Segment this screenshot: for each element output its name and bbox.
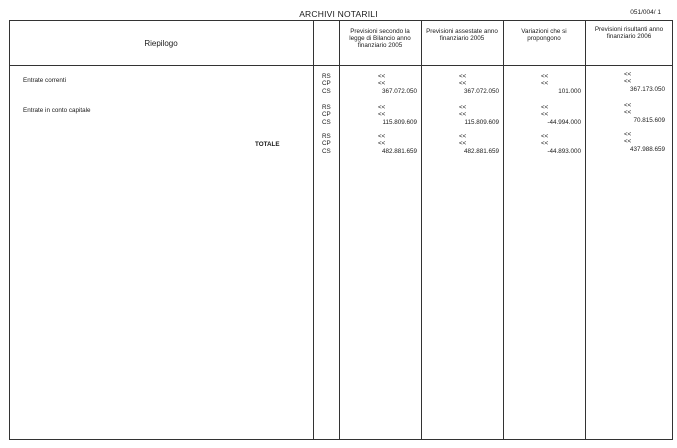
value-cs: 115.809.609 [464,118,499,126]
value-cs: 115.809.609 [382,118,417,126]
value-cp: << [624,78,632,86]
value-cs: -44.893.000 [547,147,581,155]
value-cs: 482.881.659 [381,147,417,155]
value-rs: << [541,73,549,80]
code-rs: RS [322,104,331,111]
code-cs: CS [322,118,331,126]
col-header-assestate: Previsioni assestate anno finanziario 2005 [426,28,498,43]
row-codes [322,73,331,95]
page-reference: 051/004/ 1 [630,9,661,16]
cell-col3 [507,104,581,126]
value-cp: << [378,80,386,88]
row-codes [322,133,331,155]
column-divider [585,20,586,440]
riepilogo-header: Riepilogo [144,39,178,48]
value-cp: << [541,111,549,119]
value-rs: << [378,73,386,80]
cell-col3 [507,73,581,95]
value-cs: 367.072.050 [463,87,499,95]
value-rs: << [459,133,467,140]
value-cp: << [459,80,467,88]
document-title: ARCHIVI NOTARILI [299,9,378,19]
code-rs: RS [322,133,331,140]
value-cp: << [378,140,386,148]
cell-col2 [425,104,499,126]
col-header-legge-bilancio: Previsioni secondo la legge di Bilancio anno finanziario 2005 [349,28,411,50]
cell-col1 [343,133,417,155]
row-label-entrate-correnti: Entrate correnti [23,77,67,84]
value-cp: << [378,111,386,119]
column-divider [421,20,422,440]
value-cs: 367.072.050 [381,87,417,95]
value-rs: << [624,131,632,138]
cell-col4 [589,71,665,93]
value-rs: << [624,102,632,109]
value-cs: 367.173.050 [629,85,665,93]
value-cp: << [459,111,467,119]
cell-col2 [425,133,499,155]
column-divider [313,20,314,440]
value-cp: << [541,140,549,148]
value-rs: << [541,133,549,140]
value-cs: 70.815.609 [633,116,665,124]
value-cp: << [624,109,632,117]
value-rs: << [624,71,632,78]
code-cp: CP [322,111,331,119]
cell-col2 [425,73,499,95]
col-header-variazioni: Variazioni che si propongono [521,28,567,43]
value-rs: << [378,133,386,140]
value-rs: << [541,104,549,111]
row-codes [322,104,331,126]
cell-col3 [507,133,581,155]
value-cs: -44.994.000 [547,118,581,126]
col-header-risultanti: Previsioni risultanti anno finanziario 2006 [594,26,664,41]
value-cs: 482.881.659 [463,147,499,155]
cell-col4 [589,131,665,153]
code-cs: CS [322,87,331,95]
code-cs: CS [322,147,331,155]
code-cp: CP [322,80,331,88]
code-cp: CP [322,140,331,148]
value-cs: 101.000 [558,87,581,95]
cell-col4 [589,102,665,124]
row-label-entrate-conto-capitale: Entrate in conto capitale [23,107,91,114]
value-rs: << [459,104,467,111]
value-cp: << [459,140,467,148]
row-label-totale: TOTALE [255,141,280,148]
value-rs: << [459,73,467,80]
cell-col1 [343,104,417,126]
value-cp: << [541,80,549,88]
cell-col1 [343,73,417,95]
column-divider [503,20,504,440]
value-cs: 437.988.659 [629,145,665,153]
code-rs: RS [322,73,331,80]
value-rs: << [378,104,386,111]
value-cp: << [624,138,632,146]
header-divider [9,65,673,66]
column-divider [339,20,340,440]
